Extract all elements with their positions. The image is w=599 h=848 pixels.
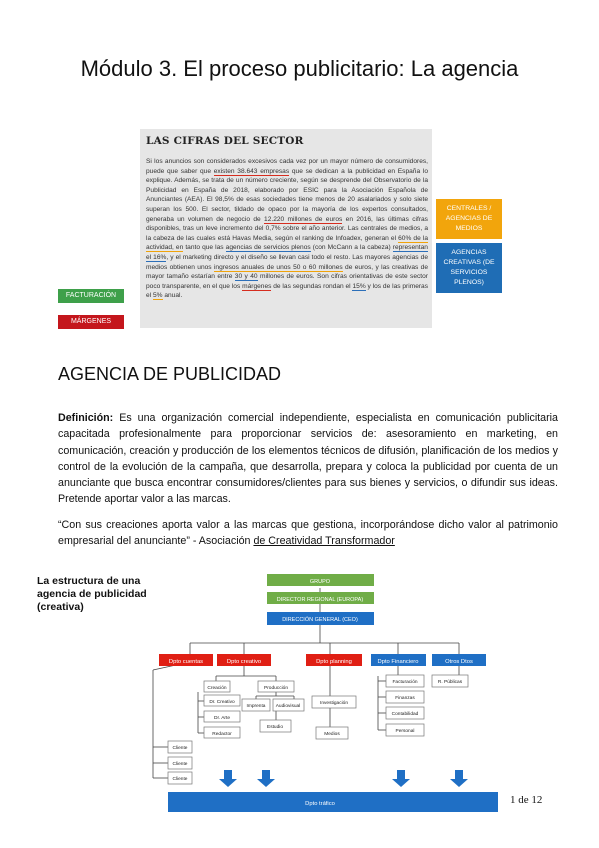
highlighted-figure: 30 y 40 bbox=[234, 273, 258, 281]
highlighted-figure: 5% bbox=[152, 292, 163, 300]
org-dept-creativo-label: Dpto creativo bbox=[226, 659, 262, 665]
org-label-audiovisual: Audiovisual bbox=[275, 704, 301, 709]
arrow-down-icon bbox=[450, 770, 468, 787]
org-label-facturacion: Facturación bbox=[392, 680, 418, 685]
arrow-down-icon bbox=[257, 770, 275, 787]
org-label-medios: Medios bbox=[324, 732, 340, 737]
org-label-investigacion: Investigación bbox=[320, 701, 348, 706]
org-dept-planning-label: Dpto planning bbox=[316, 659, 352, 665]
page-title: Módulo 3. El proceso publicitario: La agencia bbox=[80, 56, 519, 81]
tag-margenes: MÁRGENES bbox=[58, 315, 124, 329]
highlighted-figure: 60% de la actividad, en bbox=[146, 234, 428, 252]
org-label-redactor: Redactor bbox=[212, 732, 232, 737]
org-label-dr-arte: Dr. Arte bbox=[214, 716, 230, 721]
arrow-down-icon bbox=[392, 770, 410, 787]
definition-text: Es una organización comercial independiente, especialista en comunicación publicitaria capacitada profesionalmente para proporcionar servicios de: asesoramiento en marketing, en comunicación, creación y producción de los elementos técnicos de difusión, planificación de los medios y control de la evolución de la campaña, que desarrolla, prepara y coloca la publicidad por cuenta de un anunciante que busca encontrar consumidores/clientes para sus bienes y servicios, o difundir sus ideas. Pretende aportar valor a las marcas. bbox=[58, 412, 558, 506]
arrow-down-icon bbox=[219, 770, 237, 787]
org-label-dr-creativo: Dr. Creativo bbox=[209, 700, 235, 705]
sector-heading: LAS CIFRAS DEL SECTOR bbox=[146, 135, 304, 147]
sector-text-segment: millones de euros. Son cifras orientativas de este sector poco transparente, en el que los bbox=[146, 273, 428, 290]
sector-text-segment: anual. bbox=[162, 292, 183, 300]
sector-text-segment: (con McCann a la cabeza) bbox=[310, 244, 393, 252]
org-title-line-2: agencia de publicidad bbox=[37, 588, 147, 600]
definition-paragraph bbox=[58, 410, 558, 508]
highlighted-figure: márgenes bbox=[242, 282, 272, 290]
org-title-line-1: La estructura de una bbox=[37, 575, 141, 587]
sector-paragraph bbox=[146, 157, 428, 301]
org-label-cliente-2: Cliente bbox=[172, 762, 188, 767]
sector-text-segment: , y el marketing directo y el diseño se llevan casi todo el resto. Las mayores agencias de medios obtienen unos bbox=[146, 253, 428, 271]
org-label-cliente-3: Cliente bbox=[172, 777, 188, 782]
quote-text: “Con sus creaciones aporta valor a las marcas que gestiona, incorporándose dicho valor al patrimonio empresarial del anunciante” - Asociación bbox=[58, 519, 558, 548]
highlighted-figure: ingresos anuales de unos 50 o 60 millones bbox=[213, 263, 343, 271]
highlighted-figure: existen 38.643 empresas bbox=[213, 167, 290, 175]
org-label-cliente-1: Cliente bbox=[172, 746, 188, 751]
highlighted-figure: representan el 16% bbox=[146, 244, 428, 261]
sector-text-segment: en 2016, las últimas cifras disponibles, tras un leve incremento del 0,7% sobre el año anterior. Las centrales de medios, a la cabeza de las cuales está Havas Media, según el ranking de Infoadex, generan el bbox=[146, 215, 428, 242]
org-label-produccion: Producción bbox=[264, 686, 288, 691]
org-label-contabilidad: Contabilidad bbox=[391, 712, 419, 717]
org-label-director: DIRECTOR REGIONAL (EUROPA) bbox=[276, 597, 364, 603]
sector-text-segment: de euros, y las creativas de mayor tamaño estarían entre bbox=[146, 263, 428, 281]
org-label-grupo: GRUPO bbox=[309, 579, 331, 585]
quote-link[interactable]: de Creatividad Transformador bbox=[253, 535, 395, 548]
org-title-line-3: (creativa) bbox=[37, 601, 84, 613]
sector-text-segment: y los de las primeras el bbox=[146, 282, 429, 300]
tag-agencias-creativas: AGENCIAS CREATIVAS (DE SERVICIOS PLENOS) bbox=[436, 243, 502, 293]
sector-text-segment: tanto que las bbox=[183, 244, 226, 252]
org-chart bbox=[28, 568, 548, 828]
highlighted-figure: agencias de servicios plenos bbox=[225, 244, 311, 252]
highlighted-figure: 15% bbox=[352, 282, 366, 290]
org-label-estudio: Estudio bbox=[267, 725, 283, 730]
org-dept-cuentas-label: Dpto cuentas bbox=[168, 659, 204, 665]
org-label-ceo: DIRECCIÓN GENERAL (CEO) bbox=[282, 617, 358, 623]
org-label-imprenta: Imprenta bbox=[246, 704, 266, 709]
org-label-rpublicas: R. Públicas bbox=[437, 680, 463, 685]
org-dept-financiero-label: Dpto Financiero bbox=[377, 659, 419, 665]
page-number: 1 de 12 bbox=[510, 794, 543, 806]
quote-paragraph bbox=[58, 517, 558, 550]
sector-text-segment: que se dedican a la publicidad en España lo explique. Además, se trata de un número creciente, según se desprende del Observatorio de la Publicidad en España de 2018, elaborado por ESIC para la Asociación Española de Anunciantes (AEA). El 98,5% de esas sociedades tiene menos de 20 asalariados y solo siete superan los 500. El sector, tildado de opaco por la mayoría de los expertos consultados, generaba un volumen de negocio de bbox=[146, 167, 428, 223]
org-dept-otros-label: Otros Dtos bbox=[445, 659, 473, 665]
section-heading: AGENCIA DE PUBLICIDAD bbox=[58, 364, 282, 384]
org-label-trafico: Dpto tráfico bbox=[305, 801, 335, 807]
tag-centrales: CENTRALES / AGENCIAS DE MEDIOS bbox=[436, 199, 502, 239]
org-label-personal: Personal bbox=[395, 729, 415, 734]
sector-text-segment: de las segundas rondan el bbox=[271, 282, 353, 290]
sector-text-segment: Si los anuncios son considerados excesivos cada vez por un mayor número de consumidores, puede que saber que bbox=[146, 158, 428, 175]
tag-facturacion: FACTURACIÓN bbox=[58, 289, 124, 303]
definition-label: Definición: bbox=[58, 412, 114, 424]
org-label-finanzas: Finanzas bbox=[395, 696, 415, 701]
org-label-creacion: Creación bbox=[207, 686, 227, 691]
highlighted-figure: 12.220 millones de euros bbox=[264, 215, 343, 223]
